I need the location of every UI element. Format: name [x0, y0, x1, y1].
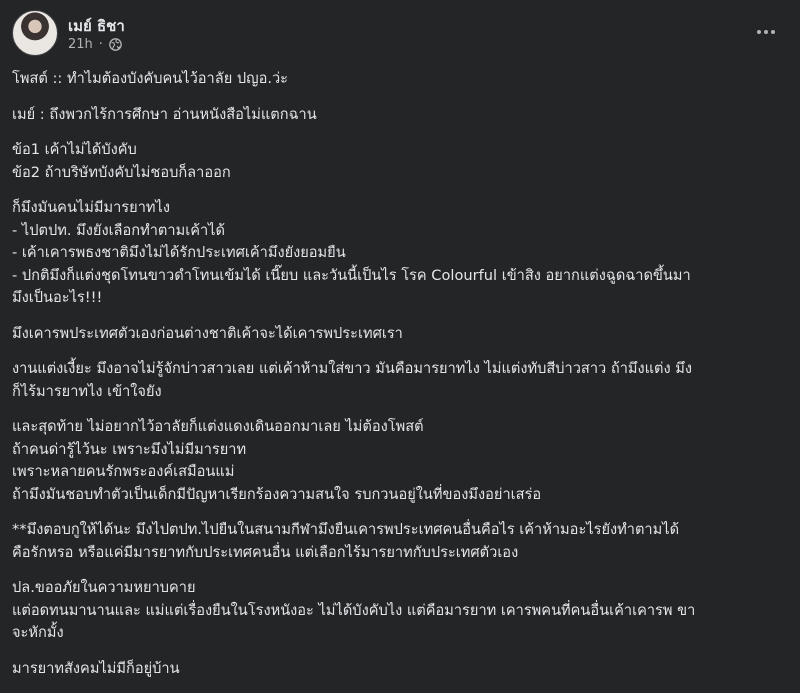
post-text-line: ก็มึงมันคนไม่มีมารยาทไง [12, 199, 170, 216]
post-text-line: ข้อ2 ถ้าบริษัทบังคับไม่ชอบก็ลาออก [12, 163, 231, 181]
post-body [12, 68, 792, 693]
post-paragraph [12, 519, 792, 564]
post-paragraph [12, 416, 792, 506]
post-text-line: ปล.ขออภัยในความหยาบคาย [12, 579, 196, 596]
post-text-line: - ไปตปท. มึงยังเลือกทำตามเค้าได้ [12, 221, 225, 239]
post-text-line: โพสต์ :: ทำไมต้องบังคับคนไว้อาลัย ปญอ.ว่ะ [12, 70, 289, 87]
post-text-line: ก็ไร้มารยาทไง เข้าใจยัง [12, 382, 162, 400]
more-options-icon[interactable] [754, 22, 778, 42]
post-timestamp[interactable]: 21h [68, 37, 93, 52]
post-text-line: และสุดท้าย ไม่อยากไว้อาลัยก็แต่งแดงเดินออกมาเลย ไม่ต้องโพสต์ [12, 418, 424, 435]
post-text-line: จะหักมั้ง [12, 624, 64, 641]
post-paragraph [12, 658, 792, 681]
post-text-line: งานแต่งเงี้ยะ มึงอาจไม่รู้จักบ่าวสาวเลย แต่เค้าห้ามใส่ขาว มันคือมารยาทไง ไม่แต่งทับสีบ่าวสาว ถ้ามึงแต่ง มึง [12, 360, 693, 377]
post-text-line: ถ้าคนด่ารู้ไว้นะ เพราะมึงไม่มีมารยาท [12, 440, 247, 458]
post-paragraph [12, 68, 792, 91]
post-paragraph [12, 197, 792, 310]
post-paragraph [12, 323, 792, 346]
post-paragraph [12, 139, 792, 184]
post-paragraph [12, 104, 792, 127]
post-paragraph [12, 358, 792, 403]
globe-icon[interactable] [109, 38, 122, 51]
author-name[interactable]: เมย์ ธิชา [68, 17, 125, 35]
author-avatar[interactable] [12, 10, 58, 56]
post-meta: 21h · [68, 37, 122, 52]
post-text-line: คือรักหรอ หรือแค่มีมารยาทกับประเทศคนอื่น แต่เลือกไร้มารยาทกับประเทศตัวเอง [12, 543, 519, 561]
post-text-line: - เค้าเคารพธงชาติมึงไม่ได้รักประเทศเค้ามึงยังยอมยืน [12, 244, 346, 261]
post-paragraph [12, 577, 792, 645]
post-text-line: - ปกติมึงก็แต่งชุดโทนขาวดำโทนเข้มได้ เนี๊ยบ และวันนี้เป็นไร โรค Colourful เข้าสิง อยากแต่งฉูดฉาดขึ้นมา [12, 266, 691, 284]
post-text-line: **มึงตอบกูให้ได้นะ มึงไปตปท.ไปยืนในสนามกีฬามึงยืนเคารพประเทศคนอื่นคือไร เค้าห้ามอะไรยังทำตามได้ [12, 521, 680, 538]
post-text-line: มึงเป็นอะไร!!! [12, 289, 103, 306]
post-text-line: เมย์ : ถึงพวกไร้การศึกษา อ่านหนังสือไม่แตกฉาน [12, 105, 317, 123]
post-text-line: แต่อดทนมานานและ แม่แต่เรื่องยืนในโรงหนังอะ ไม่ได้บังคับไง แต่คือมารยาท เคารพคนที่คนอื่นเค้าเคารพ ขา [12, 601, 696, 619]
post-text-line: ถ้ามึงมันชอบทำตัวเป็นเด็กมีปัญหาเรียกร้องความสนใจ รบกวนอยู่ในที่ของมึงอย่าเสร่อ [12, 485, 542, 503]
post-text-line: มารยาทสังคมไม่มีก็อยู่บ้าน [12, 659, 180, 677]
post-text-line: ข้อ1 เค้าไม่ได้บังคับ [12, 141, 137, 158]
post-text-line: เพราะหลายคนรักพระองค์เสมือนแม่ [12, 463, 235, 480]
post-text-line: มึงเคารพประเทศตัวเองก่อนต่างชาติเค้าจะได้เคารพประเทศเรา [12, 324, 403, 342]
post-header [12, 8, 800, 58]
